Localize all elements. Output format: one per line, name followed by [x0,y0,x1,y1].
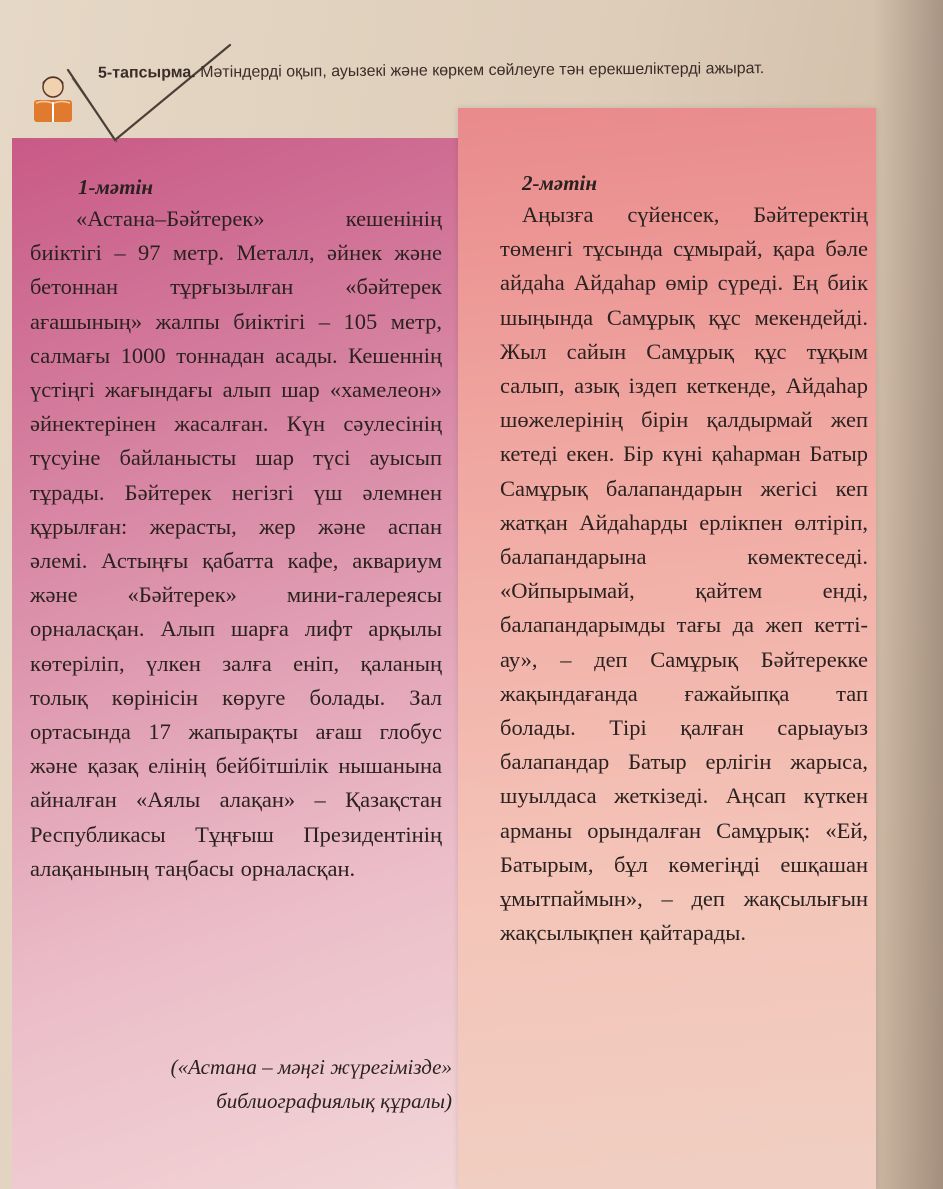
text1-source: («Астана – мәңгі жүрегімізде» библиографиялық құралы) [170,1055,452,1113]
text2-column [500,168,868,950]
text1-title: 1-мәтін [78,175,154,199]
text2-body: Аңызға сүйенсек, Бәйтеректің төменгі тұсында сұмырай, қара бәле айдаһа Айдаһар өмір сүреді. Ең биік шыңында Самұрық құс мекендейді. Жыл сайын Самұрық құс тұқым салып, азық іздеп кеткенде, Айдаһар шөжелерінің бірін қалдырмай жеп кетеді екен. Бір күні қаһарман Батыр Самұрық балапандарын жегісі кеп жатқан Айдаһарды ерлікпен өлтіріп, балапандарына көмектеседі. «Ойпырымай, қайтем енді, балапандарымды тағы да жеп кетті-ау», – деп Самұрық Бәйтерекке жақындағанда ғажайыпқа тап болады. Тірі қалған сарыауыз балапандар Батыр ерлігін жарыса, шуылдаса жеткізеді. Аңсап күткен арманы орындалған Самұрық: «Ей, Батырым, бұл көмегіңді ешқашан ұмытпаймын», – деп жақсылығын жақсылықпен қайтарады. [500,202,868,946]
text2-title: 2-мәтін [522,171,598,195]
pencil-checkmark-icon [60,30,240,170]
task-instruction: Мәтіндерді оқып, ауызекі және көркем сөйлеуге тән ерекшеліктерді ажырат. [200,60,765,82]
text1-body: «Астана–Бәйтерек» кешенінің биіктігі – 97 метр. Металл, әйнек және бетоннан тұрғызылған «бәйтерек ағашының» жалпы биіктігі – 105 метр, салмағы 1000 тоннадан асады. Кешеннің үстіңгі жағындағы алып шар «хамелеон» әйнектерінен жасалған. Күн сәулесінің түсуіне байланысты шар түсі ауысып тұрады. Бәйтерек негізгі үш әлемнен құрылған: жерасты, жер және аспан әлемі. Астыңғы қабатта кафе, аквариум және «Бәйтерек» мини-галереясы орналасқан. Алып шарға лифт арқылы көтеріліп, үлкен залға еніп, қаланың толық көрінісін көруге болады. Зал ортасында 17 жапырақты ағаш глобус және қазақ елінің бейбітшілік нышанына айналған «Аялы алақан» – Қазақстан Республикасы Тұңғыш Президентінің алақанының таңбасы орналасқан. [30,206,442,881]
task-number: 5-тапсырма. [97,64,196,82]
text1-column [30,172,442,886]
page-shadow-edge [873,0,943,1189]
